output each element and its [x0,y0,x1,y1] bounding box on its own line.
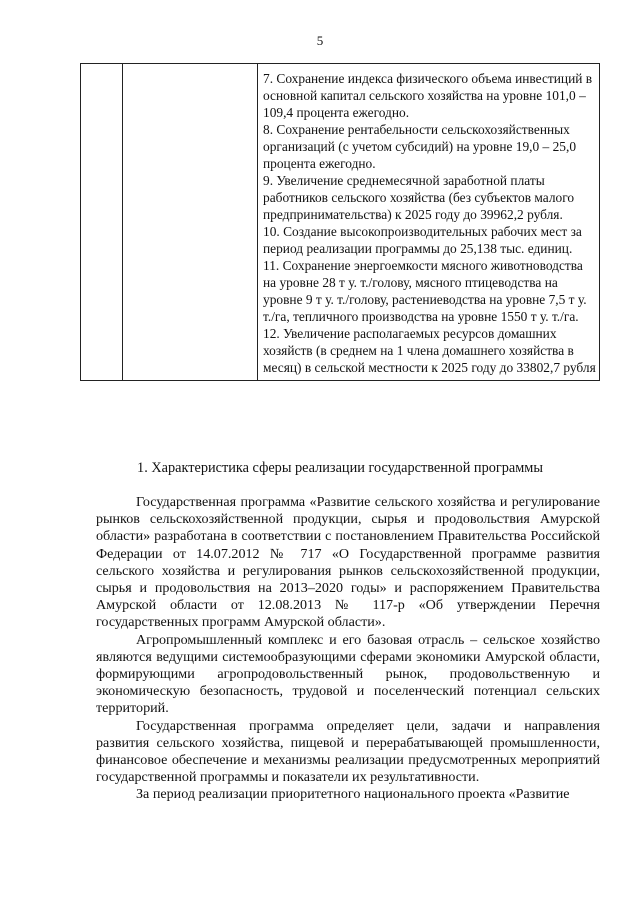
goal-item-12: 12. Увеличение располагаемых ресурсов домашних хозяйств (в среднем на 1 члена домашнего хозяйства в месяц) в сельской местности к 2025 году до 33802,7 рубля [263,326,596,375]
page-number: 5 [316,33,324,48]
section-body [96,494,600,804]
paragraph: Агропромышленный комплекс и его базовая отрасль – сельское хозяйство являются ведущими системообразующими сферами экономики Амурской области, формирующими агропродовольственный рынок, продовольственную и экономическую безопасность, трудовой и поселенческий потенциал сельских территорий. [96,631,600,717]
table-cell-empty-2 [123,64,258,381]
goal-item-10: 10. Создание высокопроизводительных рабочих мест за период реализации программы до 25,138 тыс. единиц. [263,224,582,256]
goal-item-11: 11. Сохранение энергоемкости мясного животноводства на уровне 28 т у. т./голову, мясного птицеводства на уровне 9 т у. т./голову, растениеводства на уровне 7,5 т у. т./га, тепличного производства на уровне 1550 т у. т./га. [263,258,587,324]
table-row [81,64,600,381]
goal-item-9: 9. Увеличение среднемесячной заработной платы работников сельского хозяйства (без субъектов малого предпринимательства) к 2025 году до 39962,2 рубля. [263,173,575,222]
paragraph: Государственная программа «Развитие сельского хозяйства и регулирование рынков сельскохозяйственной продукции, сырья и продовольствия Амурской области» разработана в соответствии с постановлением Правительства Российской Федерации от 14.07.2012 № 717 «О Государственной программе развития сельского хозяйства и регулирования рынков сельскохозяйственной продукции, сырья и продовольствия на 2013–2020 годы» и распоряжением Правительства Амурской области от 12.08.2013 № 117-р «Об утверждении Перечня государственных программ Амурской области». [96,494,600,631]
goal-item-8: 8. Сохранение рентабельности сельскохозяйственных организаций (с учетом субсидий) на уровне 19,0 – 25,0 процента ежегодно. [263,122,577,171]
table-cell-empty-1 [81,64,123,381]
goals-table [80,63,600,381]
table-cell-goals [258,64,600,381]
paragraph: Государственная программа определяет цели, задачи и направления развития сельского хозяйства, пищевой и перерабатывающей промышленности, финансовое обеспечение и механизмы реализации предусмотренных мероприятий государственной программы и показатели их результативности. [96,717,600,786]
section-heading: 1. Характеристика сферы реализации государственной программы [137,460,543,476]
paragraph: За период реализации приоритетного национального проекта «Развитие [136,786,570,803]
goal-item-7: 7. Сохранение индекса физического объема инвестиций в основной капитал сельского хозяйства на уровне 101,0 – 109,4 процента ежегодно. [263,71,593,120]
